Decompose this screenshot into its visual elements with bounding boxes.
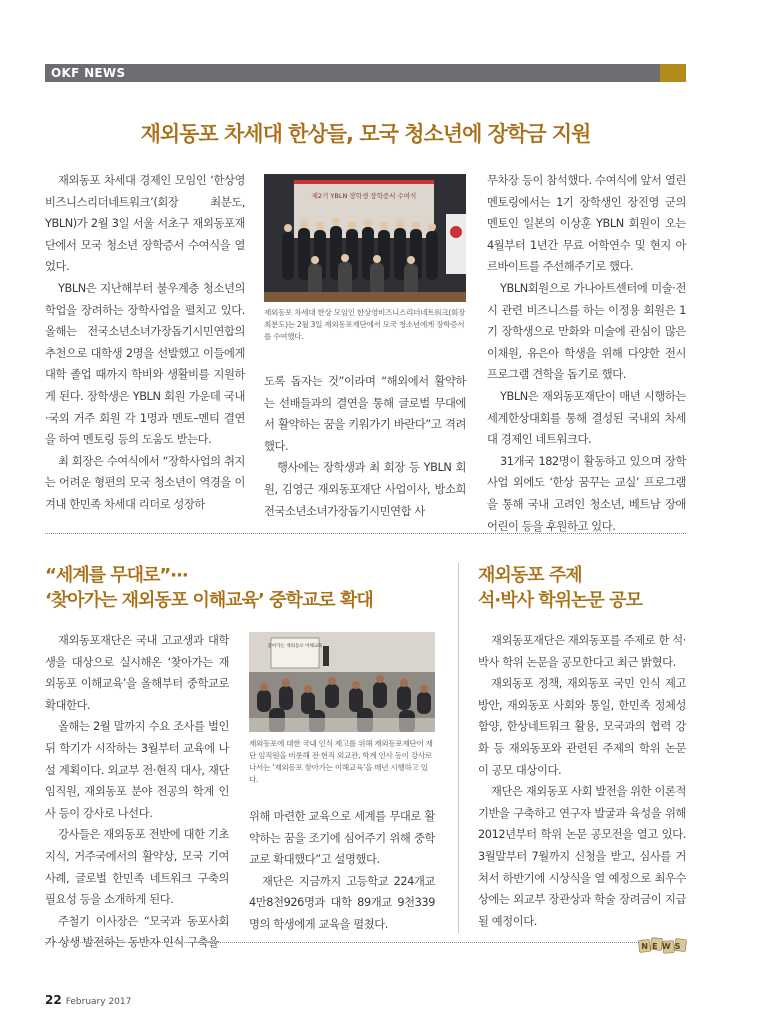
section-divider <box>45 533 686 534</box>
article3-body <box>478 630 686 932</box>
paragraph: YBLN회원으로 가나아트센터에 미술·전시 관련 비즈니스를 하는 이정용 회원은 1기 장학생으로 만화와 미술에 관심이 많은 이채원, 유은아 학생을 위해 다양한 전시 프로그램 견학을 돕기로 했다. <box>487 281 686 382</box>
paragraph: 재외동포재단은 국내 고교생과 대학생을 대상으로 실시해온 ‘찾아가는 재외동포 이해교육’을 올해부터 중학교로 확대한다. <box>45 634 229 712</box>
paragraph: 재단은 재외동포 사회 발전을 위한 이론적 기반을 구축하고 연구자 발굴과 육성을 위해 2012년부터 학위 논문 공모전을 열고 있다. 3월말부터 7월까지 신청을 받고, 심사를 거쳐서 하반기에 시상식을 열 예정으로 최우수상에는 외교부 장관상과 학술 장려금이 지급될 예정이다. <box>478 785 686 928</box>
article2-col1 <box>45 630 229 954</box>
article3-title-line2: 석·박사 학위논문 공모 <box>478 590 642 611</box>
paragraph: 무차장 등이 참석했다. 수여식에 앞서 열린 멘토링에서는 1기 장학생인 장진영 군의 멘토인 일본의 이상훈 YBLN 회원이 오는 4월부터 1년간 무료 어학연수 및 현지 아르바이트를 주선해주기로 했다. <box>487 174 686 274</box>
paragraph: 강사들은 재외동포 전반에 대한 기초 지식, 거주국에서의 활약상, 모국 기여 사례, 글로벌 한민족 네트워크 구축의 필요성 등을 소개하게 된다. <box>45 828 229 907</box>
paragraph: 최 회장은 수여식에서 “장학사업의 취지는 어려운 형편의 모국 청소년이 역경을 이겨내 한민족 차세대 리더로 성장하 <box>45 454 245 511</box>
header-bar <box>45 64 660 82</box>
paragraph: 올해는 2월 말까지 수요 조사를 벌인 뒤 학기가 시작하는 3월부터 교육에 나설 계획이다. 외교부 전·현직 대사, 재단 임직원, 재외동포 분야 전공의 학계 인사 등이 강사로 나선다. <box>45 720 229 820</box>
paragraph: YBLN은 재외동포재단이 매년 시행하는 세계한상대회를 통해 결성된 국내외 차세대 경제인 네트워크다. <box>487 389 686 447</box>
paragraph: 재단은 지금까지 고등학교 224개교 4만8천926명과 대학 89개교 9천339명의 학생에게 교육을 펼쳤다. <box>249 874 435 931</box>
classroom-photo-image <box>249 632 435 732</box>
paragraph: YBLN은 지난해부터 불우계층 청소년의 학업을 장려하는 장학사업을 펼치고 있다. 올해는 전국소년소녀가장돕기시민연합의 추천으로 대학생 2명을 선발했고 이들에게 대학 졸업 때까지 학비와 생활비를 지원하게 된다. 장학생은 YBLN 회원 가운데 국내·국외 거주 회원 각 1명과 멘토–멘티 결연을 하여 멘토링 등의 도움도 받는다. <box>45 281 245 447</box>
photo-banner-text: 제2기 YBLN 장학생 장학증서 수여식 <box>311 192 417 200</box>
article2-col2 <box>249 806 435 936</box>
paragraph: 행사에는 장학생과 최 회장 등 YBLN 회원, 김영근 재외동포재단 사업이사, 방소희 전국소년소녀가장돕기시민연합 사 <box>264 461 466 518</box>
article2-photo <box>249 632 435 732</box>
classroom-screen-text: 찾아가는 재외동포 이해교육 <box>267 644 323 649</box>
bottom-divider <box>45 942 639 943</box>
paragraph: 주철기 이사장은 “모국과 동포사회가 상생 발전하는 동반자 인식 구축을 <box>45 914 229 950</box>
article2-caption: 재외동포에 대한 국내 인식 제고를 위해 재외동포재단이 재단 임직원을 비롯해 전·현직 외교관, 학계 인사 등이 강사로 나서는 ‘재외동포 찾아가는 이해교육’을 매년 시행하고 있다. <box>249 739 433 784</box>
paragraph: 31개국 182명이 활동하고 있으며 장학사업 외에도 ‘한상 꿈꾸는 교실’ 프로그램을 통해 국내 고려인 청소년, 베트남 장애 어린이 등을 후원하고 있다. <box>487 454 686 533</box>
news-tiles-icon <box>638 934 688 958</box>
page-number: 22 <box>45 993 62 1007</box>
article1-col1 <box>45 170 245 516</box>
article3-title-line1: 재외동포 주제 <box>478 565 582 586</box>
article1-col2 <box>264 371 466 522</box>
header-accent <box>660 64 686 82</box>
paragraph: 재외동포재단은 재외동포를 주제로 한 석·박사 학위 논문을 공모한다고 최근 밝혔다. <box>478 634 686 669</box>
article2-title <box>45 563 445 613</box>
article1-col3 <box>487 170 686 537</box>
section-label: OKF NEWS <box>51 66 126 80</box>
news-badge-text: NEWS <box>641 942 685 951</box>
article1-caption: 재외동포 차세대 한상 모임인 한상영비즈니스리더네트워크(회장 최분도)는 2월 3일 재외동포재단에서 모국 청소년에게 장학증서를 수여했다. <box>264 308 466 341</box>
paragraph: 재외동포 차세대 경제인 모임인 ‘한상영비즈니스리더네트워크’(회장 최분도, YBLN)가 2월 3일 서울 서초구 재외동포재단에서 모국 청소년 장학증서 수여식을 열었다. <box>45 174 245 274</box>
group-photo-image <box>264 174 466 302</box>
article1-title: 재외동포 차세대 한상들, 모국 청소년에 장학금 지원 <box>140 122 591 146</box>
paragraph: 위해 마련한 교육으로 세계를 무대로 활약하는 꿈을 조기에 심어주기 위해 중학교로 확대했다”고 설명했다. <box>249 810 435 867</box>
page-footer <box>45 993 131 1007</box>
issue-month: February 2017 <box>65 997 132 1007</box>
article2-title-line1: “세계를 무대로”··· <box>45 565 188 586</box>
article1-photo <box>264 174 466 302</box>
column-divider <box>458 563 459 933</box>
paragraph: 도록 돕자는 것”이라며 “해외에서 활약하는 선배들과의 결연을 통해 글로벌 무대에서 활약하는 꿈을 키워가기 바란다”고 격려했다. <box>264 375 466 453</box>
article3-title <box>478 563 688 613</box>
paragraph: 재외동포 정책, 재외동포 국민 인식 제고 방안, 재외동포 사회와 통일, 한민족 정체성 함양, 한상네트워크 활용, 모국과의 협력 강화 등 재외동포와 관련된 주제의 학위 논문이 공모 대상이다. <box>478 677 686 777</box>
article2-title-line2: ‘찾아가는 재외동포 이해교육’ 중학교로 확대 <box>45 590 373 611</box>
news-badge <box>638 934 688 962</box>
